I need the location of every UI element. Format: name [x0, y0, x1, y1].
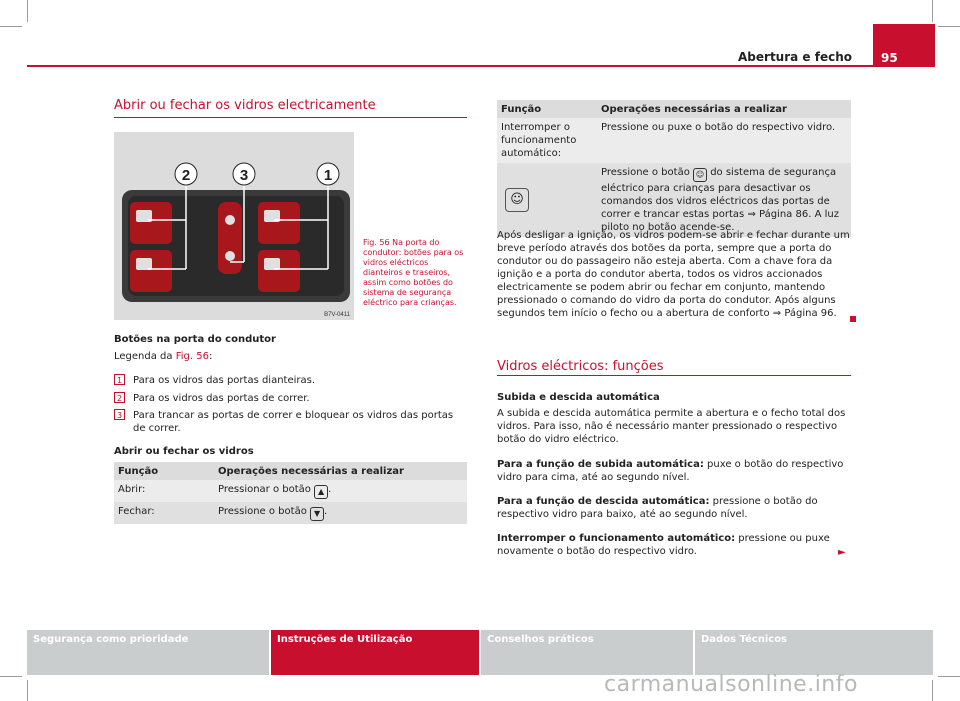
figure-window-switches [114, 132, 354, 320]
cell-operation: Pressione ou puxe o botão do respectivo vidro. [597, 118, 851, 163]
interrupt-paragraph [497, 532, 845, 558]
crop-mark [0, 26, 22, 27]
auto-function-table [497, 100, 851, 237]
operation-text: Pressionar o botão [218, 484, 311, 495]
interrupt-label: Interromper o funcionamento automático: [497, 533, 736, 544]
figure-caption: Fig. 56 Na porta do condutor: botões para os vidros eléctricos dianteiros e traseiros, assim como botões do sistema de segurança eléctrico para crianças. [363, 238, 464, 307]
window-up-icon: ▲ [314, 485, 328, 499]
page-number: 95 [881, 51, 898, 65]
legend-number-2: 2 [114, 392, 125, 403]
crop-mark [27, 0, 28, 22]
table-row [497, 163, 851, 237]
crop-mark [0, 676, 22, 677]
cell-function: Fechar: [114, 502, 214, 524]
table-header-function: Função [497, 100, 597, 118]
table-header-operations: Operações necessárias a realizar [597, 100, 851, 118]
crop-mark [938, 26, 960, 27]
interrupt-text: pressione ou puxe novamente o botão do respectivo vidro. [497, 533, 830, 557]
ignition-off-paragraph: Após desligar a ignição, os vidros podem-se abrir e fechar durante um breve período através dos botões da porta, sempre que a porta do condutor ou do passageiro não esteja aberta. Com a chave fora da ignição e a porta do condutor aberta, todos os vidros accionados electricamente se podem abrir ou fechar em conjunto, mantendo pressionado o comando do vidro da porta do condutor. Após alguns segundos tem início o fecho ou a abertura de conforto ⇒ Página 96. [497, 230, 850, 319]
section-title: Vidros eléctricos: funções [497, 359, 664, 374]
footer-tab-label: Dados Técnicos [701, 634, 788, 645]
footer-tab-label: Segurança como prioridade [33, 634, 189, 645]
header-rule [27, 65, 873, 67]
legend-item-2: Para os vidros das portas de correr. [133, 393, 310, 404]
section-rule [497, 375, 851, 376]
operation-text-b: do sistema de segurança eléctrico para crianças para desactivar os comandos dos vidros eléctricos das portas de correr e trancar estas portas ⇒ Página 86. A luz piloto no botão acende-se. [601, 167, 839, 233]
cell-function [497, 163, 597, 237]
auto-down-text: pressione o botão do respectivo vidro para baixo, até ao segundo nível. [497, 496, 818, 520]
continue-arrow-icon: ► [838, 547, 846, 558]
cell-operation [214, 502, 467, 524]
footer-tab-technical[interactable] [695, 630, 933, 675]
page-number-box [873, 24, 935, 67]
auto-up-paragraph [497, 458, 853, 484]
footer-tab-label: Conselhos práticos [487, 634, 594, 645]
callout-1: 1 [323, 167, 333, 184]
subheading-open-close: Abrir ou fechar os vidros [114, 446, 254, 457]
crop-mark [27, 680, 28, 701]
crop-mark [938, 676, 960, 677]
table-row [114, 480, 467, 502]
cell-operation [214, 480, 467, 502]
footer-tab-instructions[interactable] [271, 630, 479, 675]
cell-operation [597, 163, 851, 237]
legend-suffix: : [208, 351, 213, 362]
legend-number-3: 3 [114, 409, 125, 420]
open-close-table [114, 462, 467, 524]
callout-3: 3 [239, 167, 249, 184]
running-header: Abertura e fecho [738, 50, 852, 64]
table-header-function: Função [114, 462, 214, 480]
operation-text-a: Pressione o botão [601, 167, 690, 178]
legend-intro [114, 350, 212, 363]
subheading-auto: Subida e descida automática [497, 392, 660, 403]
watermark: carmanualsonline.info [604, 672, 858, 697]
child-lock-icon: ☺ [505, 188, 529, 212]
legend-item-1: Para os vidros das portas dianteiras. [133, 375, 316, 386]
callout-2: 2 [181, 167, 191, 184]
figure-code: B7V-0411 [324, 312, 350, 318]
child-safety-button-icon: ☺ [693, 168, 707, 182]
window-switches-illustration [114, 132, 354, 320]
operation-end: . [328, 484, 332, 495]
crop-mark [932, 680, 933, 701]
table-row [497, 118, 851, 163]
auto-up-label: Para a função de subida automática: [497, 459, 704, 470]
auto-down-paragraph [497, 495, 853, 521]
operation-text: Pressione o botão [218, 506, 307, 517]
table-header-operations: Operações necessárias a realizar [214, 462, 467, 480]
auto-description: A subida e descida automática permite a abertura e o fecho total dos vidros. Para isso, não é necessário manter pressionado o respectivo botão do vidro eléctrico. [497, 408, 846, 445]
table-row [114, 502, 467, 524]
footer-tab-label: Instruções de Utilização [277, 634, 413, 645]
legend-item-3: Para trancar as portas de correr e bloquear os vidros das portas de correr. [133, 410, 454, 434]
footer-tab-tips[interactable] [481, 630, 693, 675]
figure-reference-link[interactable]: Fig. 56 [175, 351, 209, 362]
section-end-marker [850, 316, 856, 322]
cell-function: Interromper o funcionamento automático: [497, 118, 597, 163]
window-down-icon: ▼ [310, 507, 324, 521]
subheading-driver-buttons: Botões na porta do condutor [114, 334, 276, 345]
legend-prefix: Legenda da [114, 351, 176, 362]
crop-mark [932, 0, 933, 22]
auto-up-text: puxe o botão do respectivo vidro para cima, até ao segundo nível. [497, 459, 844, 483]
auto-down-label: Para a função de descida automática: [497, 496, 710, 507]
footer-tab-safety[interactable] [27, 630, 269, 675]
section-rule [114, 117, 467, 118]
legend-number-1: 1 [114, 374, 125, 385]
operation-end: . [324, 506, 328, 517]
cell-function: Abrir: [114, 480, 214, 502]
section-title: Abrir ou fechar os vidros electricamente [114, 98, 376, 113]
